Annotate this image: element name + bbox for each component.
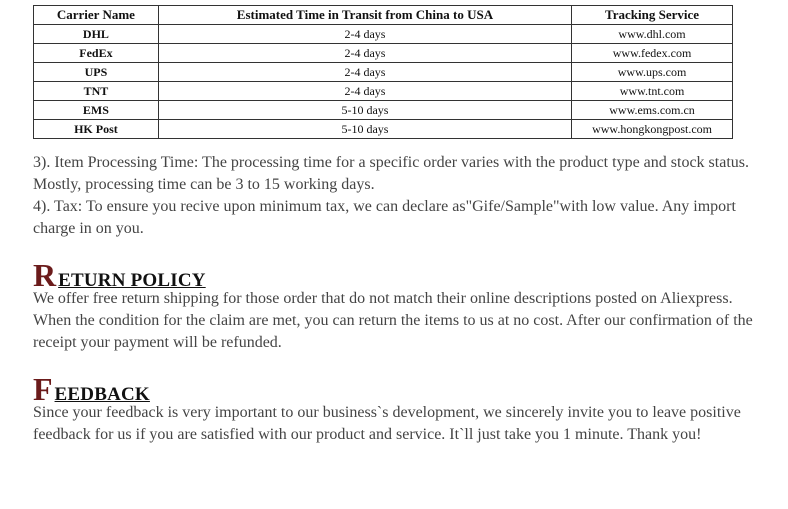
return-policy-text: We offer free return shipping for those order that do not match their online descriptions posted on Aliexpress. When the condition for the claim are met, you can return the items to us at no cost. After our confirmation of the receipt your payment will be refunded. (33, 290, 753, 351)
return-policy-initial: R (33, 257, 57, 293)
tracking-site: www.hongkongpost.com (572, 120, 733, 139)
tracking-site: www.fedex.com (572, 44, 733, 63)
transit-time: 2-4 days (158, 25, 571, 44)
carrier-name: UPS (34, 63, 159, 82)
feedback-heading (33, 373, 150, 405)
carrier-name: DHL (34, 25, 159, 44)
tracking-site: www.ems.com.cn (572, 101, 733, 120)
carrier-name: FedEx (34, 44, 159, 63)
shipping-carrier-table (33, 5, 733, 139)
table-header-row (34, 6, 733, 25)
tracking-site: www.dhl.com (572, 25, 733, 44)
feedback-initial: F (33, 371, 53, 407)
transit-time: 2-4 days (158, 44, 571, 63)
column-header-carrier: Carrier Name (34, 6, 159, 25)
tax-note-text: 4). Tax: To ensure you recive upon minimum tax, we can declare as"Gife/Sample"with low value. Any import charge in on you. (33, 198, 736, 237)
table-row (34, 44, 733, 63)
tracking-site: www.ups.com (572, 63, 733, 82)
carrier-name: EMS (34, 101, 159, 120)
feedback-text: Since your feedback is very important to our business`s development, we sincerely invite you to leave positive feedback for us if you are satisfied with our product and service. It`ll just take you 1 minute. Thank you! (33, 404, 741, 443)
transit-time: 5-10 days (158, 120, 571, 139)
processing-time-text: 3). Item Processing Time: The processing time for a specific order varies with the product type and stock status. Mostly, processing time can be 3 to 15 working days. (33, 154, 749, 193)
column-header-transit-time: Estimated Time in Transit from China to USA (158, 6, 571, 25)
table-row (34, 120, 733, 139)
table-row (34, 25, 733, 44)
feedback-title: EEDBACK (54, 384, 150, 405)
return-policy-title: ETURN POLICY (58, 270, 206, 291)
column-header-tracking: Tracking Service (572, 6, 733, 25)
carrier-name: HK Post (34, 120, 159, 139)
table-row (34, 82, 733, 101)
processing-time-note (33, 152, 753, 240)
transit-time: 2-4 days (158, 63, 571, 82)
return-policy-heading (33, 259, 206, 291)
table-row (34, 63, 733, 82)
transit-time: 5-10 days (158, 101, 571, 120)
transit-time: 2-4 days (158, 82, 571, 101)
table-row (34, 101, 733, 120)
tracking-site: www.tnt.com (572, 82, 733, 101)
carrier-name: TNT (34, 82, 159, 101)
